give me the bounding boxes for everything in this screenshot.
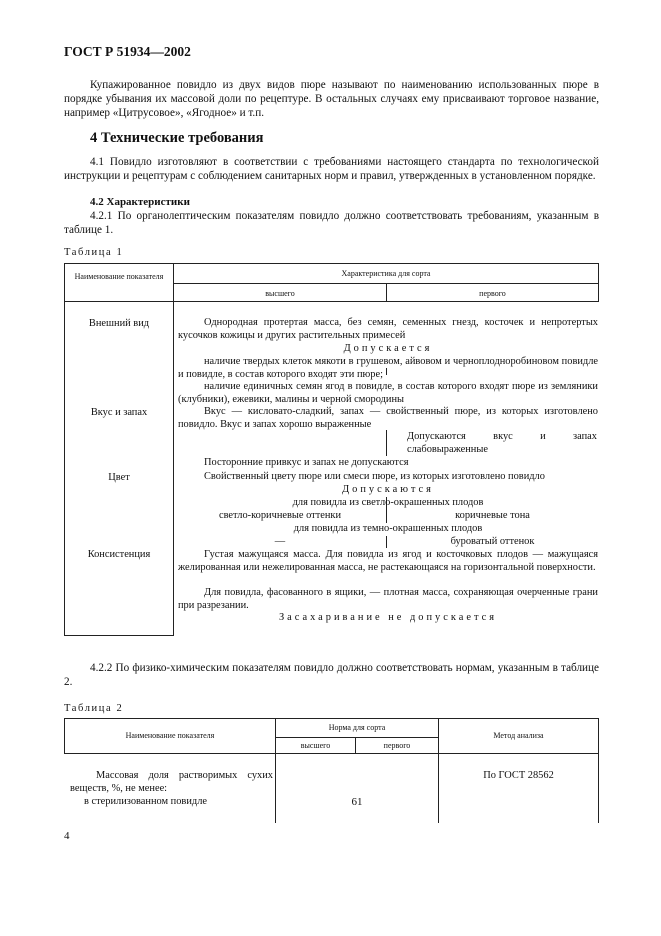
table-1-caption: Таблица 1 xyxy=(64,247,124,258)
appearance-allowed-1: наличие твердых клеток мякоти в грушевом, айвовом и черноплодноробиновом повидле и повидле, в состав которого входят эти пюре; xyxy=(178,356,598,380)
paragraph-4-2-2: 4.2.2 По физико-химическим показателям повидло должно соответствовать нормам, указанным в таблице 2. xyxy=(64,662,599,688)
paragraph-4-1: 4.1 Повидло изготовляют в соответствии с требованиями настоящего стандарта по технологической инструкции и рецептурам с соблюдением санитарных норм и правил, утвержденных в установленном порядке. xyxy=(64,156,599,182)
color-light-fruit: для повидла из светло-окрашенных плодов xyxy=(292,497,484,508)
consistency-sugar: Засахаривание не допускается xyxy=(278,612,498,623)
table-1-header-characteristic: Характеристика для сорта xyxy=(341,269,431,278)
appearance-allowed-2: наличие единичных семян ягод в повидле, в состав которого входят пюре из земляники (клубники), ежевики, малины и черной смородины xyxy=(178,381,598,405)
row-name-consistency: Консистенция xyxy=(87,549,151,560)
table-1-header-first: первого xyxy=(479,289,506,298)
page-number: 4 xyxy=(64,830,70,842)
row-name-taste: Вкус и запах xyxy=(90,407,148,418)
row-name-appearance: Внешний вид xyxy=(88,318,150,329)
subsection-4-2-title: 4.2 Характеристики xyxy=(90,196,190,208)
consistency-main: Густая мажущаяся масса. Для повидла из ягод и косточковых плодов — мажущаяся желированная или нежелированная масса, не растекающаяся на горизонтальной поверхности. xyxy=(178,549,598,573)
color-allowed: Допускаются xyxy=(342,484,434,495)
appearance-allowed: Допускается xyxy=(343,343,433,354)
paragraph-4-2-1: 4.2.1 По органолептическим показателям повидло должно соответствовать требованиям, указанным в таблице 1. xyxy=(64,210,599,236)
table-2-row-1-name: Массовая доля растворимых сухих веществ, %, не менее: xyxy=(70,770,273,794)
table-1-header-name: Наименование показателя xyxy=(74,272,164,281)
table-2-header-method: Метод анализа xyxy=(493,731,544,740)
consistency-boxed: Для повидла, фасованного в ящики, — плотная масса, сохраняющая очерченные грани при разрезании. xyxy=(178,587,598,611)
color-dark-fruit: для повидла из темно-окрашенных плодов xyxy=(293,523,483,534)
color-dark-first: буроватый оттенок xyxy=(450,536,535,547)
intro-paragraph: Купажированное повидло из двух видов пюре называют по наименованию использованных пюре в порядке убывания их массовой доли по рецептуре. В остальных случаях ему присваивают торговое название, например «Цитрусовое», «Ягодное» и т.п. xyxy=(64,79,599,119)
table-2-row-1-method: По ГОСТ 28562 xyxy=(483,770,554,781)
color-dark-highest: — xyxy=(274,536,286,547)
table-2-row-1-subname: в стерилизованном повидле xyxy=(84,796,207,807)
section-4-title: 4 Технические требования xyxy=(90,130,264,146)
table-2-header-first: первого xyxy=(383,741,411,750)
appearance-main: Однородная протертая масса, без семян, семенных гнезд, косточек и непротертых кусочков кожицы и других растительных примесей xyxy=(178,317,598,341)
table-2-header-norm: Норма для сорта xyxy=(328,723,386,732)
table-2-row-1-value: 61 xyxy=(351,796,363,808)
taste-foreign: Посторонние привкус и запах не допускаются xyxy=(204,457,409,468)
row-name-color: Цвет xyxy=(108,472,130,483)
table-2-header-highest: высшего xyxy=(300,741,331,750)
color-main: Свойственный цвету пюре или смеси пюре, из которых изготовлено повидло xyxy=(204,471,545,482)
taste-main: Вкус — кисловато-сладкий, запах — свойственный пюре, из которых изготовлено повидло. Вкус и запах хорошо выраженные xyxy=(178,406,598,430)
taste-first-grade-note: Допускаются вкус и запах слабовыраженные xyxy=(407,431,597,455)
table-2-caption: Таблица 2 xyxy=(64,703,124,714)
table-1-header-highest: высшего xyxy=(265,289,295,298)
table-2-header-name: Наименование показателя xyxy=(125,731,215,740)
color-light-first: коричневые тона xyxy=(455,510,530,521)
color-light-highest: светло-коричневые оттенки xyxy=(218,510,342,521)
standard-header: ГОСТ Р 51934—2002 xyxy=(64,44,191,59)
